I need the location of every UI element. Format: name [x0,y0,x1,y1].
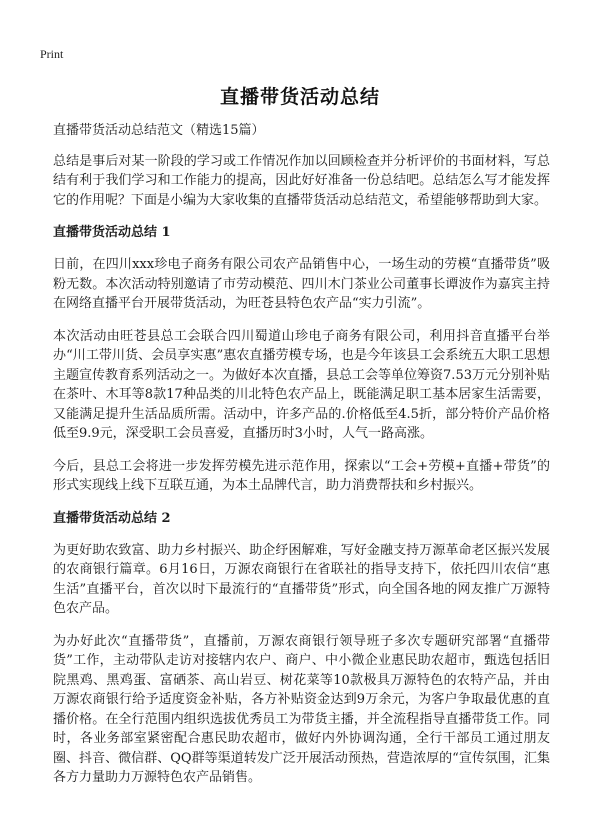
article-subtitle: 直播带货活动总结范文（精选15篇） [53,123,265,138]
section-heading-2: 直播带货活动总结 2 [53,510,171,526]
section-2-paragraph-2: 为办好此次“直播带货”，直播前，万源农商银行领导班子多次专题研究部署“直播带货”工作，主动带队走访对接辖内农户、商户、中小微企业惠民助农超市，甄选包括旧院黑鸡、黑鸡蛋、富硒茶、高山岩豆、树花菜等10款极具万源特色的农特产品，并由万源农商银行给予适度资金补贴，各方补贴资金达到9万余元，为客户争取最优惠的直播价格。在全行范围内组织选拔优秀员工为带货主播，并全流程指导直播带货工作。同时，各业务部室紧密配合惠民助农超市，做好内外协调沟通，全行干部员工通过朋友圈、抖音、微信群、QQ群等渠道转发广泛开展活动预热，营造浓厚的“宣传氛围，汇集各方力量助力万源特色农产品销售。 [53,633,550,785]
section-heading-1: 直播带货活动总结 1 [53,225,171,240]
section-1-paragraph-3: 今后，县总工会将进一步发挥劳模先进示范作用，探索以“工会+劳模+直播+带货”的形式实现线上线下互联互通，为本土品牌代言，助力消费帮扶和乡村振兴。 [53,458,550,493]
print-link[interactable]: Print [40,47,64,61]
section-2-paragraph-1: 为更好助农致富、助力乡村振兴、助企纾困解难，写好金融支持万源革命老区振兴发展的农商银行篇章。6月16日，万源农商银行在省联社的指导支持下，依托四川农信“惠生活”直播平台，首次以时下最流行的“直播带货”形式，向全国各地的网友推广万源特色农产品。 [53,542,550,616]
section-1-paragraph-2: 本次活动由旺苍县总工会联合四川蜀道山珍电子商务有限公司，利用抖音直播平台举办“川工带川货、会员享实惠”惠农直播劳模专场，也是今年该县工会系统五大职工思想主题宣传教育系列活动之一。为做好本次直播，县总工会等单位筹资7.53万元分别补贴在茶叶、木耳等8款17种品类的川北特色农产品上，既能满足职工基本居家生活需要，又能满足提升生活品质所需。活动中，许多产品的.价格低至4.5折，部分特价产品价格低至9.9元，深受职工会员喜爱，直播历时3小时，人气一路高涨。 [53,328,550,441]
article-body [53,121,550,801]
section-1-paragraph-1: 日前，在四川xxx珍电子商务有限公司农产品销售中心，一场生动的劳模“直播带货”吸粉无数。本次活动特别邀请了市劳动模范、四川木门茶业公司董事长谭波作为嘉宾主持在网络直播平台开展带货活动，为旺苍县特色农产品“实力引流”。 [53,257,550,311]
intro-paragraph: 总结是事后对某一阶段的学习或工作情况作加以回顾检查并分析评价的书面材料，写总结有利于我们学习和工作能力的提高，因此好好准备一份总结吧。总结怎么写才能发挥它的作用呢？下面是小编为大家收集的直播带货活动总结范文，希望能够帮助到大家。 [53,153,550,208]
page-title: 直播带货活动总结 [219,86,380,108]
